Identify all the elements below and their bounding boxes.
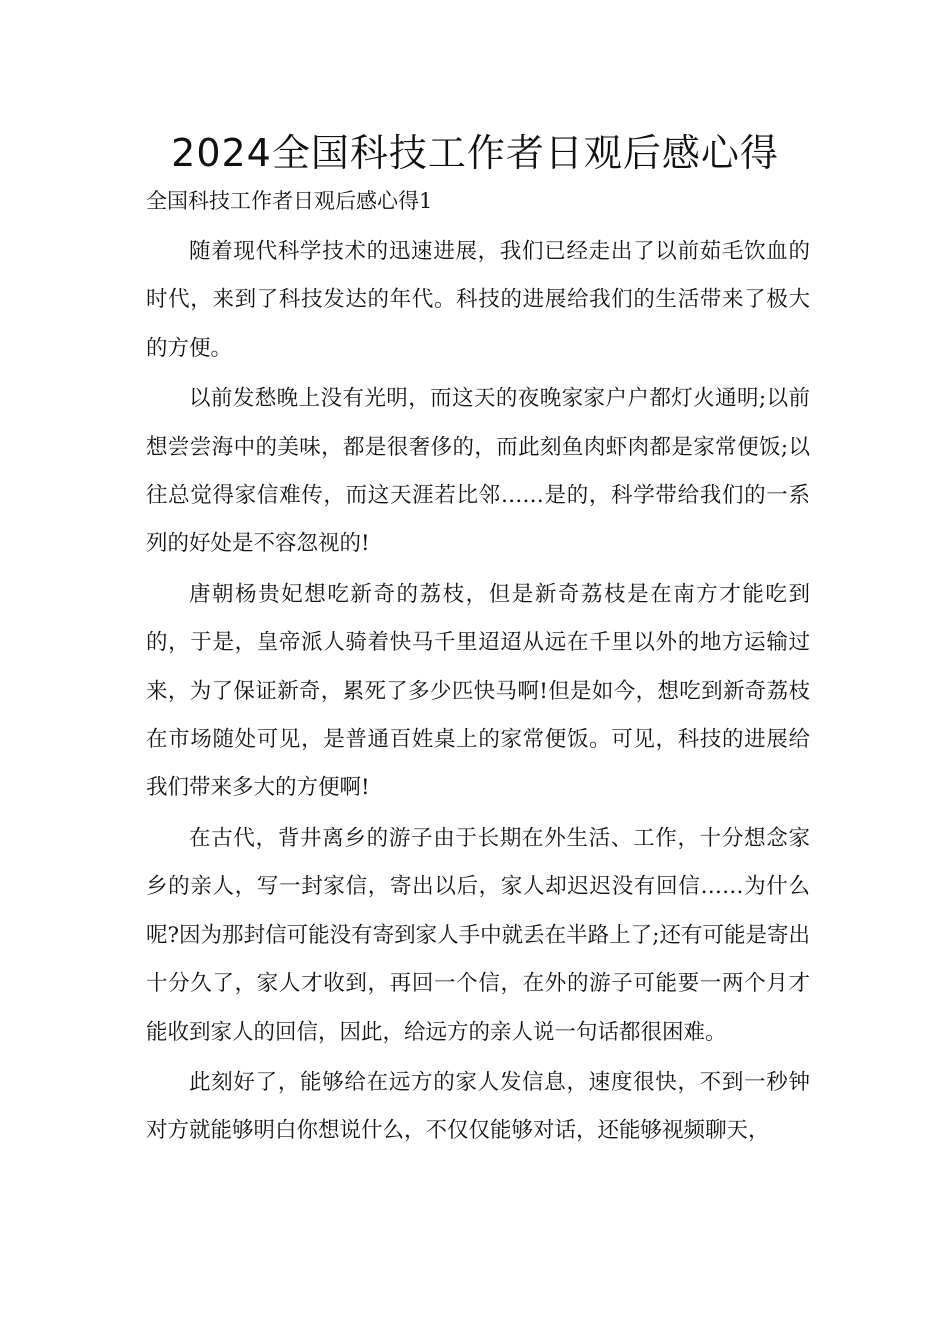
paragraph-5: 此刻好了，能够给在远方的家人发信息，速度很快，不到一秒钟对方就能够明白你想说什么，不仅仅能够对话，还能够视频聊天， <box>146 1069 810 1144</box>
document-subtitle: 全国科技工作者日观后感心得1 <box>146 189 433 213</box>
document-body <box>146 228 810 1158</box>
paragraph-1: 随着现代科学技术的迅速进展，我们已经走出了以前茹毛饮血的时代，来到了科技发达的年代。科技的进展给我们的生活带来了极大的方便。 <box>146 239 810 361</box>
paragraph-2: 以前发愁晚上没有光明，而这天的夜晚家家户户都灯火通明;以前想尝尝海中的美味，都是很奢侈的，而此刻鱼肉虾肉都是家常便饭;以往总觉得家信难传，而这天涯若比邻……是的，科学带给我们的一系列的好处是不容忽视的! <box>146 386 810 557</box>
paragraph-4: 在古代，背井离乡的游子由于长期在外生活、工作，十分想念家乡的亲人，写一封家信，寄出以后，家人却迟迟没有回信……为什么呢?因为那封信可能没有寄到家人手中就丢在半路上了;还有可能是寄出十分久了，家人才收到，再回一个信，在外的游子可能要一两个月才能收到家人的回信，因此，给远方的亲人说一句话都很困难。 <box>146 825 810 1045</box>
document-title: 2024全国科技工作者日观后感心得 <box>171 131 779 175</box>
paragraph-3: 唐朝杨贵妃想吃新奇的荔枝，但是新奇荔枝是在南方才能吃到的，于是，皇帝派人骑着快马千里迢迢从远在千里以外的地方运输过来，为了保证新奇，累死了多少匹快马啊!但是如今，想吃到新奇荔枝在市场随处可见，是普通百姓桌上的家常便饭。可见，科技的进展给我们带来多大的方便啊! <box>146 581 810 801</box>
